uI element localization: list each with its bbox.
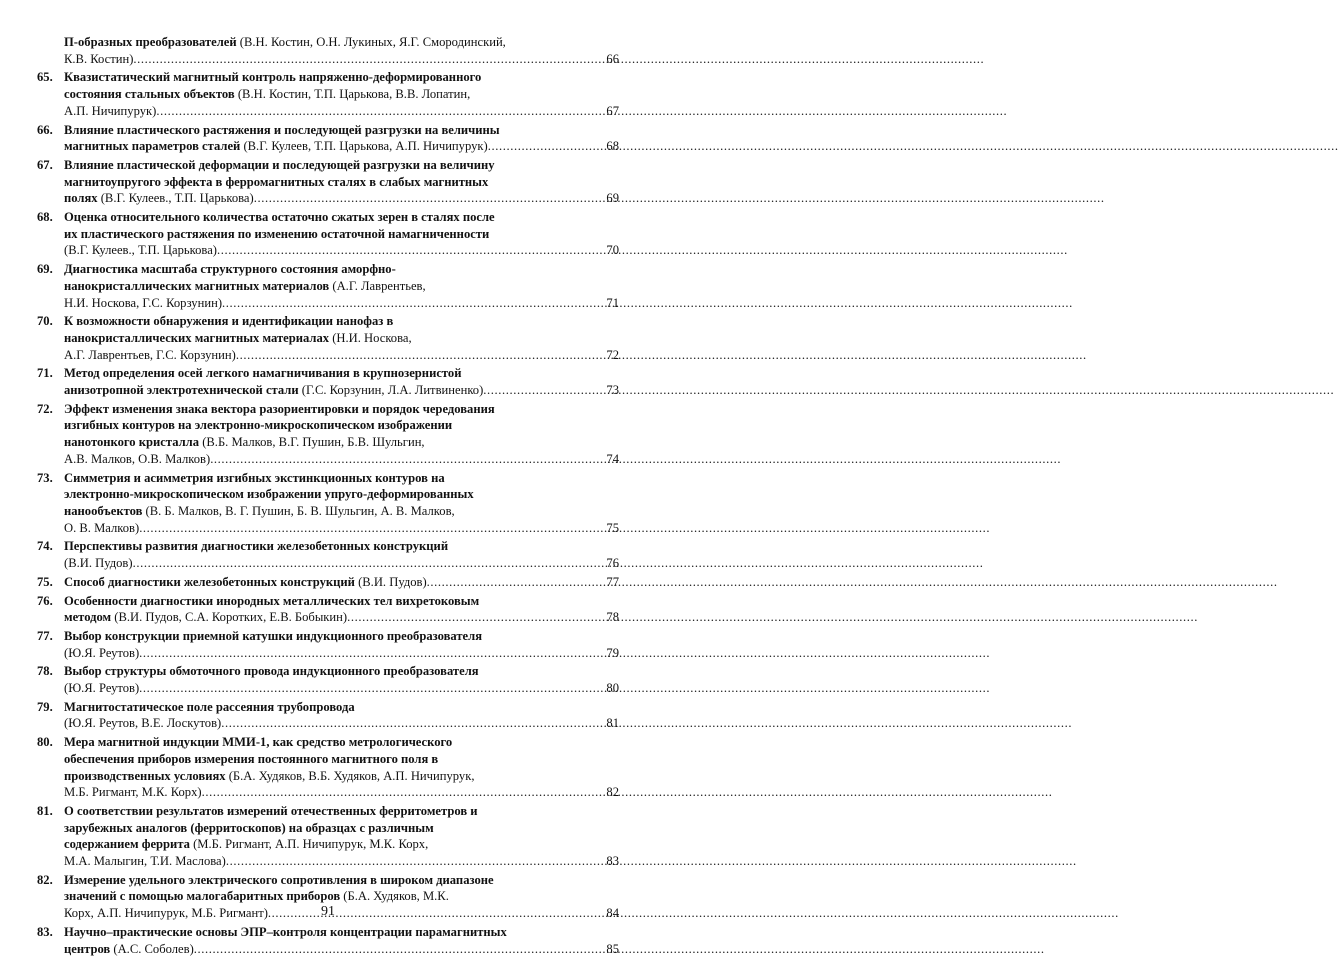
entry-text: [64, 401, 619, 468]
line-text: [64, 295, 222, 312]
entry-line: [64, 190, 619, 207]
line-text: [64, 555, 133, 572]
line-text: [64, 103, 156, 120]
entry-line: [64, 365, 619, 382]
dot-leader: [427, 574, 606, 591]
entry-line: [64, 680, 619, 697]
entry-number: 66.: [37, 122, 53, 137]
entry-line: [64, 645, 619, 662]
entry-title: Перспективы развития диагностики железобетонных конструкций: [64, 539, 449, 554]
line-text: [64, 190, 254, 207]
toc-entry: [37, 538, 619, 571]
toc-entry: [37, 122, 619, 155]
dot-leader: [217, 242, 605, 259]
line-text: [64, 86, 470, 103]
entry-text: [64, 69, 619, 119]
toc-entry: [37, 734, 619, 801]
entry-line: [64, 853, 619, 870]
entry-title: Эффект изменения знака вектора разориентировки и порядок чередования: [64, 401, 495, 416]
entry-line: [64, 520, 619, 537]
entry-number: 65.: [37, 70, 53, 85]
entry-title: содержанием феррита: [64, 837, 190, 852]
entry-title: нанокристаллических магнитных материалов: [64, 278, 330, 293]
entry-title: Оценка относительного количества остаточно сжатых зерен в сталях после: [64, 210, 495, 225]
line-text: [64, 734, 452, 751]
entry-line: [64, 401, 619, 418]
entry-line: [64, 278, 619, 295]
entry-authors: Н.И. Носкова, Г.С. Корзунин): [64, 295, 223, 310]
entry-title: нанообъектов: [64, 503, 143, 518]
toc-entry: [37, 34, 619, 67]
line-text: [64, 628, 482, 645]
entry-title: Метод определения осей легкого намагничивания в крупнозернистой: [64, 366, 462, 381]
entry-authors: (Г.С. Корзунин, Л.А. Литвиненко): [298, 383, 484, 398]
entry-line: [64, 34, 619, 51]
line-text: [64, 538, 448, 555]
dot-leader: [139, 645, 605, 662]
entry-title: состояния стальных объектов: [64, 87, 235, 102]
entry-title: Выбор конструкции приемной катушки индукционного преобразователя: [64, 628, 483, 643]
line-text: [64, 872, 494, 889]
entry-title: полях: [64, 191, 98, 206]
entry-line: [64, 103, 619, 120]
entry-line: [64, 941, 619, 958]
line-text: [64, 347, 236, 364]
line-text: [64, 663, 479, 680]
entry-authors: (В.Г. Кулеев., Т.П. Царькова): [64, 243, 217, 258]
entry-line: [64, 538, 619, 555]
line-text: [64, 51, 133, 68]
entry-line: [64, 628, 619, 645]
entry-line: [64, 836, 619, 853]
entry-title: Влияние пластической деформации и последующей разгрузки на величину: [64, 157, 495, 172]
entry-title: их пластического растяжения по изменению остаточной намагниченности: [64, 226, 490, 241]
entry-authors: (В.Г. Кулеев., Т.П. Царькова): [97, 191, 254, 206]
line-text: [64, 226, 489, 243]
line-text: [64, 417, 452, 434]
entry-line: [64, 924, 619, 941]
entry-authors: Корх, А.П. Ничипурук, М.Б. Ригмант): [64, 906, 268, 921]
entry-line: [64, 451, 619, 468]
line-text: [64, 451, 210, 468]
entry-authors: (В.Г. Кулеев, Т.П. Царькова, А.П. Ничипурук): [240, 139, 488, 154]
entry-line: [64, 86, 619, 103]
line-text: [64, 680, 139, 697]
entry-page-number: 70: [606, 243, 619, 258]
entry-page-number: 67: [606, 103, 619, 118]
line-text: [64, 174, 488, 191]
entry-page-number: 71: [606, 295, 619, 310]
table-of-contents: [37, 34, 619, 959]
entry-page-number: 78: [606, 610, 619, 625]
entry-text: [64, 470, 619, 537]
entry-text: [64, 699, 619, 732]
entry-number: 80.: [37, 735, 53, 750]
line-text: [64, 520, 139, 537]
line-text: [64, 888, 449, 905]
entry-title: центров: [64, 941, 111, 956]
entry-text: [64, 924, 619, 957]
toc-entry: [37, 628, 619, 661]
entry-line: [64, 486, 619, 503]
line-text: [64, 138, 488, 155]
toc-entry: [37, 803, 619, 870]
entry-title: Магнитостатическое поле рассеяния трубопровода: [64, 699, 355, 714]
entry-line: [64, 699, 619, 716]
toc-entry: [37, 209, 619, 259]
entry-page-number: 69: [606, 191, 619, 206]
toc-entry: [37, 69, 619, 119]
entry-text: [64, 803, 619, 870]
entry-line: [64, 715, 619, 732]
line-text: [64, 278, 426, 295]
entry-authors: О. В. Малков): [64, 520, 140, 535]
entry-title: Симметрия и асимметрия изгибных экстинкционных контуров на: [64, 470, 445, 485]
entry-text: [64, 734, 619, 801]
line-text: [64, 784, 202, 801]
entry-line: [64, 663, 619, 680]
toc-entry: [37, 401, 619, 468]
entry-title: нанотонкого кристалла: [64, 435, 200, 450]
entry-line: [64, 347, 619, 364]
entry-line: [64, 434, 619, 451]
entry-title: магнитных параметров сталей: [64, 139, 241, 154]
dot-leader: [221, 715, 605, 732]
entry-number: 75.: [37, 574, 53, 589]
toc-entry: [37, 574, 619, 591]
entry-page-number: 82: [606, 785, 619, 800]
entry-line: [64, 138, 619, 155]
entry-text: [64, 663, 619, 696]
entry-line: [64, 382, 619, 399]
toc-entry: [37, 924, 619, 957]
entry-title: П-образных преобразователей: [64, 35, 237, 49]
entry-line: [64, 470, 619, 487]
entry-line: [64, 313, 619, 330]
entry-page-number: 76: [606, 556, 619, 571]
line-text: [64, 941, 194, 958]
entry-authors: (Ю.Я. Реутов): [64, 645, 140, 660]
entry-line: [64, 174, 619, 191]
line-text: [64, 261, 396, 278]
entry-title: электронно-микроскопическом изображении упруго-деформированных: [64, 487, 474, 502]
dot-leader: [133, 51, 605, 68]
entry-title: изгибных контуров на электронно-микроскопическом изображении: [64, 418, 453, 433]
entry-page-number: 79: [606, 645, 619, 660]
line-text: [64, 382, 483, 399]
toc-entry: [37, 365, 619, 398]
entry-number: 79.: [37, 699, 53, 714]
entry-text: [64, 574, 619, 591]
entry-authors: (В.И. Пудов, С.А. Коротких, Е.В. Бобыкин): [111, 610, 348, 625]
entry-page-number: 84: [606, 906, 619, 921]
entry-authors: (Ю.Я. Реутов, В.Е. Лоскутов): [64, 716, 222, 731]
dot-leader: [254, 190, 606, 207]
entry-title: О соответствии результатов измерений отечественных ферритометров и: [64, 803, 478, 818]
entry-text: [64, 209, 619, 259]
dot-leader: [488, 138, 606, 155]
dot-leader: [236, 347, 606, 364]
entry-number: 72.: [37, 401, 53, 416]
entry-line: [64, 295, 619, 312]
line-text: [64, 209, 495, 226]
entry-title: обеспечения приборов измерения постоянного магнитного поля в: [64, 751, 439, 766]
entry-page-number: 80: [606, 681, 619, 696]
entry-line: [64, 768, 619, 785]
entry-title: К возможности обнаружения и идентификации нанофаз в: [64, 314, 394, 329]
entry-line: [64, 609, 619, 626]
dot-leader: [483, 382, 605, 399]
line-text: [64, 699, 355, 716]
entry-authors: (Б.А. Худяков, М.К.: [340, 889, 449, 904]
line-text: [64, 715, 221, 732]
entry-page-number: 66: [606, 51, 619, 66]
entry-number: 73.: [37, 470, 53, 485]
entry-title: Измерение удельного электрического сопротивления в широком диапазоне: [64, 872, 494, 887]
entry-title: нанокристаллических магнитных материалах: [64, 330, 330, 345]
line-text: [64, 157, 495, 174]
entry-title: Мера магнитной индукции ММИ-1, как средство метрологического: [64, 735, 453, 750]
entry-authors: (Ю.Я. Реутов): [64, 681, 140, 696]
entry-page-number: 72: [606, 347, 619, 362]
document-page: [0, 0, 656, 960]
entry-line: [64, 803, 619, 820]
entry-page-number: 75: [606, 520, 619, 535]
entry-line: [64, 122, 619, 139]
entry-authors: (В.Б. Малков, В.Г. Пушин, Б.В. Шульгин,: [199, 435, 425, 450]
entry-authors: (А.Г. Лаврентьев,: [329, 278, 426, 293]
toc-entry: [37, 261, 619, 311]
entry-line: [64, 226, 619, 243]
entry-text: [64, 122, 619, 155]
entry-text: [64, 261, 619, 311]
entry-page-number: 85: [606, 941, 619, 956]
dot-leader: [156, 103, 605, 120]
entry-number: 71.: [37, 366, 53, 381]
entry-line: [64, 888, 619, 905]
entry-authors: (М.Б. Ригмант, А.П. Ничипурук, М.К. Корх,: [189, 837, 429, 852]
dot-leader: [226, 853, 606, 870]
line-text: [64, 593, 479, 610]
entry-line: [64, 242, 619, 259]
dot-leader: [139, 680, 605, 697]
toc-entry: [37, 663, 619, 696]
entry-title: Научно–практические основы ЭПР–контроля концентрации парамагнитных: [64, 924, 507, 939]
toc-entry: [37, 593, 619, 626]
entry-authors: М.Б. Ригмант, М.К. Корх): [64, 785, 202, 800]
entry-authors: М.А. Малыгин, Т.И. Маслова): [64, 854, 226, 869]
entry-line: [64, 734, 619, 751]
entry-authors: (В. Б. Малков, В. Г. Пушин, Б. В. Шульгин, А. В. Малков,: [142, 503, 455, 518]
line-text: [64, 853, 226, 870]
toc-entry: [37, 313, 619, 363]
entry-title: производственных условиях: [64, 768, 226, 783]
entry-authors: (Н.И. Носкова,: [329, 330, 412, 345]
line-text: [64, 486, 474, 503]
line-text: [64, 365, 461, 382]
toc-entry: [37, 470, 619, 537]
entry-page-number: 77: [606, 574, 619, 589]
entry-line: [64, 417, 619, 434]
line-text: [64, 751, 438, 768]
entry-title: анизотропной электротехнической стали: [64, 383, 299, 398]
entry-number: 82.: [37, 872, 53, 887]
line-text: [64, 820, 434, 837]
entry-text: [64, 593, 619, 626]
line-text: [64, 122, 500, 139]
entry-number: 70.: [37, 314, 53, 329]
entry-number: 78.: [37, 664, 53, 679]
entry-number: 77.: [37, 628, 53, 643]
entry-number: 76.: [37, 593, 53, 608]
entry-authors: К.В. Костин): [64, 51, 134, 66]
entry-number: 69.: [37, 262, 53, 277]
entry-line: [64, 503, 619, 520]
entry-authors: А.Г. Лаврентьев, Г.С. Корзунин): [64, 347, 236, 362]
entry-authors: (В.Н. Костин, Т.П. Царькова, В.В. Лопатин,: [234, 87, 471, 102]
entry-authors: (Б.А. Худяков, В.Б. Худяков, А.П. Ничипурук,: [225, 768, 475, 783]
page-number: 91: [321, 904, 335, 919]
line-text: [64, 242, 217, 259]
entry-text: [64, 365, 619, 398]
entry-line: [64, 157, 619, 174]
entry-authors: (А.С. Соболев): [110, 941, 194, 956]
entry-line: [64, 820, 619, 837]
dot-leader: [194, 941, 606, 958]
entry-title: Влияние пластического растяжения и последующей разгрузки на величины: [64, 122, 500, 137]
entry-line: [64, 330, 619, 347]
entry-title: Диагностика масштаба структурного состояния аморфно-: [64, 262, 396, 277]
entry-text: [64, 538, 619, 571]
entry-number: 74.: [37, 539, 53, 554]
line-text: [64, 470, 445, 487]
dot-leader: [347, 609, 605, 626]
entry-authors: (В.Н. Костин, О.Н. Лукиных, Я.Г. Смородинский,: [236, 35, 506, 49]
dot-leader: [139, 520, 605, 537]
line-text: [64, 836, 428, 853]
dot-leader: [210, 451, 605, 468]
line-text: [64, 313, 393, 330]
entry-line: [64, 261, 619, 278]
toc-entry: [37, 699, 619, 732]
entry-number: 83.: [37, 924, 53, 939]
entry-page-number: 73: [606, 383, 619, 398]
entry-line: [64, 209, 619, 226]
entry-line: [64, 574, 619, 591]
entry-title: Способ диагностики железобетонных конструкций: [64, 574, 355, 589]
entry-authors: (В.И. Пудов): [64, 556, 133, 571]
entry-line: [64, 872, 619, 889]
entry-authors: (В.И. Пудов): [354, 574, 427, 589]
entry-title: Особенности диагностики инородных металлических тел вихретоковым: [64, 593, 480, 608]
line-text: [64, 401, 495, 418]
dot-leader: [222, 295, 605, 312]
entry-number: 67.: [37, 157, 53, 172]
entry-text: [64, 157, 619, 207]
toc-entry: [37, 157, 619, 207]
entry-line: [64, 593, 619, 610]
entry-text: [64, 313, 619, 363]
line-text: [64, 503, 455, 520]
dot-leader: [133, 555, 606, 572]
entry-page-number: 74: [606, 451, 619, 466]
entry-title: зарубежных аналогов (ферритоскопов) на образцах с различным: [64, 820, 434, 835]
entry-title: методом: [64, 610, 112, 625]
entry-title: магнитоупругого эффекта в ферромагнитных сталях в слабых магнитных: [64, 174, 489, 189]
dot-leader: [202, 784, 606, 801]
entry-authors: А.П. Ничипурук): [64, 103, 157, 118]
line-text: [64, 434, 425, 451]
entry-line: [64, 69, 619, 86]
line-text: [64, 69, 481, 86]
line-text: [64, 34, 506, 51]
entry-line: [64, 51, 619, 68]
line-text: [64, 609, 347, 626]
entry-page-number: 81: [606, 716, 619, 731]
entry-authors: А.В. Малков, О.В. Малков): [64, 451, 211, 466]
line-text: [64, 645, 139, 662]
entry-line: [64, 555, 619, 572]
line-text: [64, 574, 427, 591]
entry-page-number: 83: [606, 854, 619, 869]
entry-title: значений с помощью малогабаритных приборов: [64, 889, 341, 904]
line-text: [64, 924, 507, 941]
entry-number: 68.: [37, 210, 53, 225]
entry-title: Квазистатический магнитный контроль напряженно-деформированного: [64, 70, 482, 85]
line-text: [64, 768, 474, 785]
entry-text: [64, 34, 619, 67]
entry-text: [64, 628, 619, 661]
line-text: [64, 803, 478, 820]
line-text: [64, 330, 412, 347]
entry-number: 81.: [37, 803, 53, 818]
entry-line: [64, 784, 619, 801]
entry-line: [64, 751, 619, 768]
entry-page-number: 68: [606, 139, 619, 154]
entry-title: Выбор структуры обмоточного провода индукционного преобразователя: [64, 664, 479, 679]
